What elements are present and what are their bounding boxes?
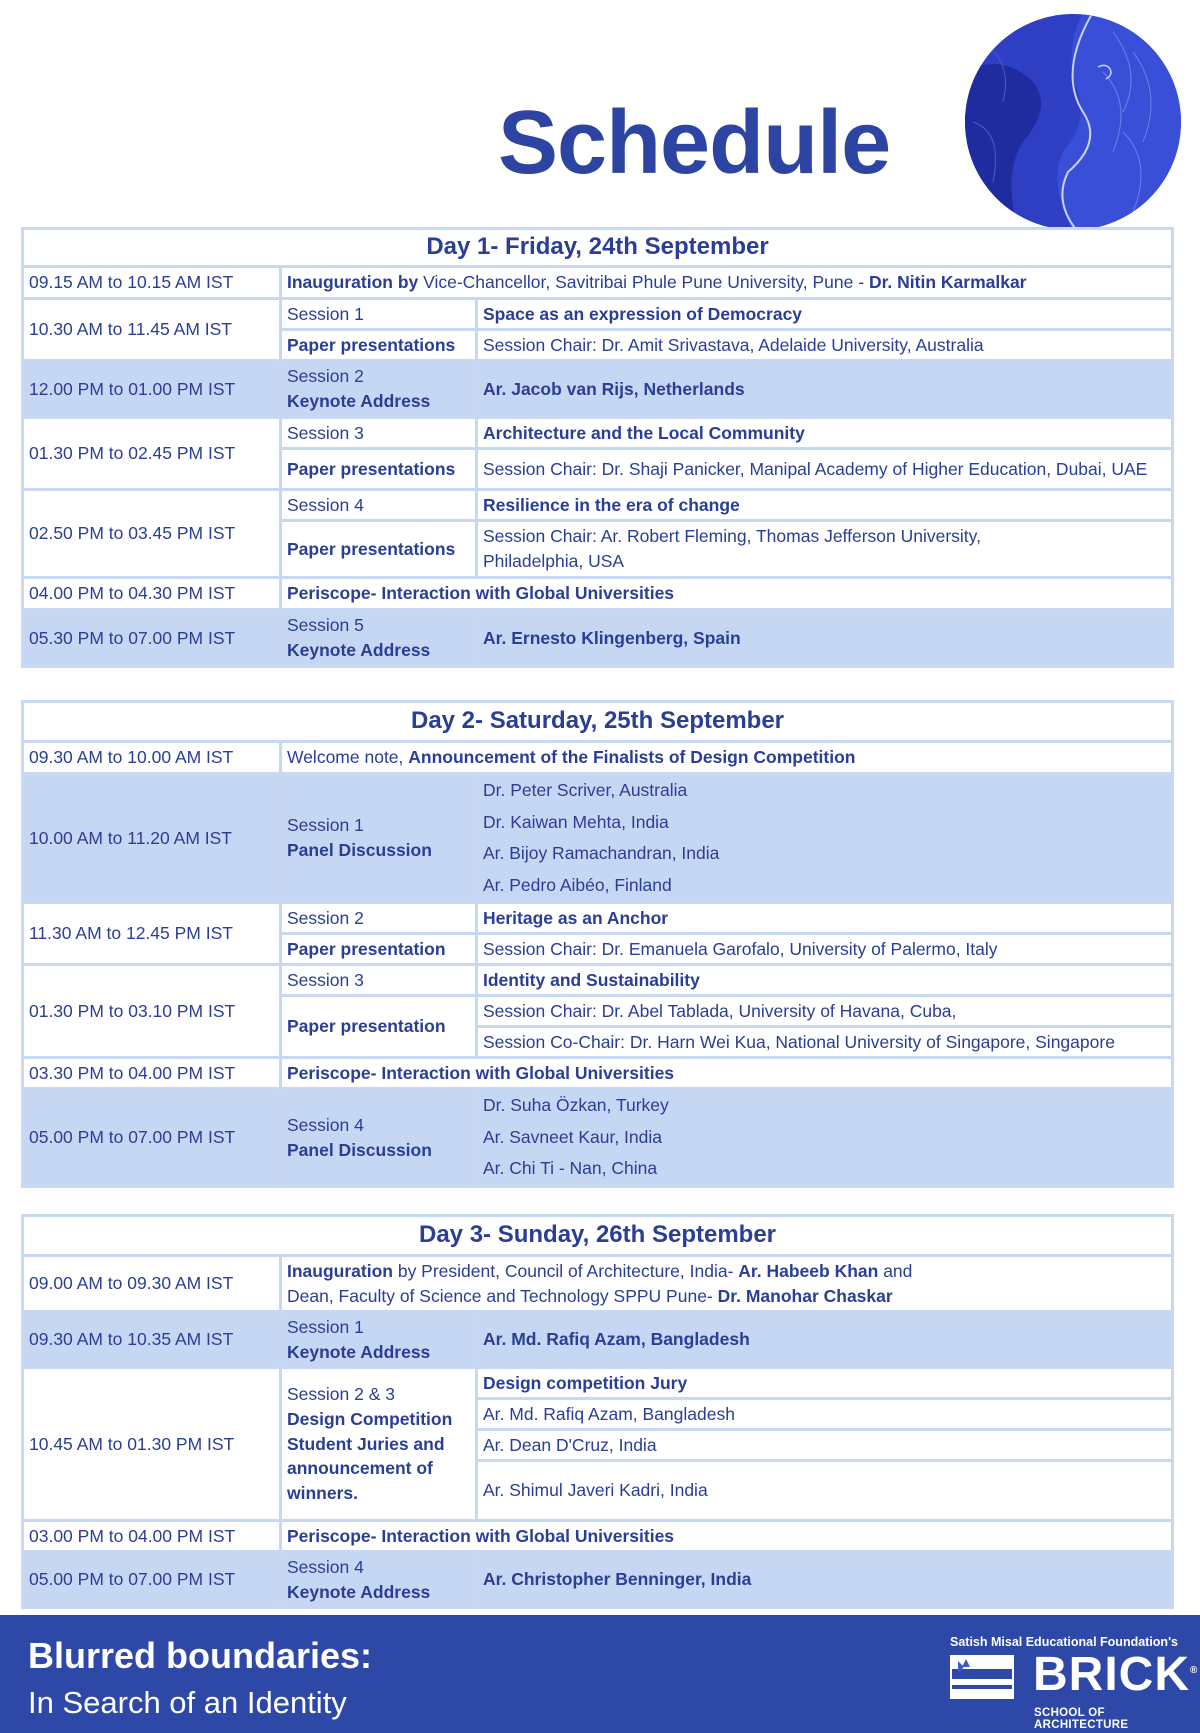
panelists-cell xyxy=(477,774,1173,903)
event-cell: Inauguration by President, Council of Architecture, India- Ar. Habeeb Khan and Dean, Faculty of Science and Technology SPPU Pune- Dr. Manohar Chaskar xyxy=(281,1256,1173,1312)
keynote-speaker: Ar. Md. Rafiq Azam, Bangladesh xyxy=(477,1312,1173,1368)
periscope-event: Periscope- Interaction with Global Universities xyxy=(281,578,1173,610)
session-cell: Session 2 Keynote Address xyxy=(281,361,477,418)
schedule-row xyxy=(23,418,1173,449)
panelist: Ar. Savneet Kaur, India xyxy=(483,1126,663,1147)
session-title: Identity and Sustainability xyxy=(477,965,1173,996)
session-co-chair: Session Co-Chair: Dr. Harn Wei Kua, National University of Singapore, Singapore xyxy=(477,1027,1173,1058)
panelists-cell xyxy=(477,1089,1173,1187)
time-cell: 05.30 PM to 07.00 PM IST xyxy=(23,610,281,667)
session-chair: Session Chair: Dr. Shaji Panicker, Manipal Academy of Higher Education, Dubai, UAE xyxy=(477,449,1173,490)
schedule-row xyxy=(23,578,1173,610)
schedule-row xyxy=(23,610,1173,667)
time-cell: 03.00 PM to 04.00 PM IST xyxy=(23,1521,281,1552)
session-cell: Session 2 & 3 Design Competition Student Juries and announcement of winners. xyxy=(281,1368,477,1521)
schedule-row xyxy=(23,774,1173,903)
time-cell: 10.00 AM to 11.20 AM IST xyxy=(23,774,281,903)
session-type: Paper presentation xyxy=(281,996,477,1058)
session-label: Session 4 xyxy=(281,490,477,521)
day2-schedule-table xyxy=(21,700,1174,1188)
day3-schedule-table xyxy=(21,1214,1174,1609)
panelist: Dr. Peter Scriver, Australia xyxy=(483,780,688,800)
time-cell: 09.30 AM to 10.35 AM IST xyxy=(23,1312,281,1368)
schedule-row xyxy=(23,1058,1173,1089)
panelist: Dr. Kaiwan Mehta, India xyxy=(483,811,669,832)
periscope-event: Periscope- Interaction with Global Universities xyxy=(281,1058,1173,1089)
periscope-event: Periscope- Interaction with Global Universities xyxy=(281,1521,1173,1552)
time-cell: 01.30 PM to 03.10 PM IST xyxy=(23,965,281,1058)
session-title: Space as an expression of Democracy xyxy=(477,299,1173,330)
session-cell: Session 5 Keynote Address xyxy=(281,610,477,667)
session-chair: Session Chair: Dr. Amit Srivastava, Adelaide University, Australia xyxy=(477,330,1173,361)
jury-heading: Design competition Jury xyxy=(477,1368,1173,1399)
session-chair: Session Chair: Dr. Emanuela Garofalo, University of Palermo, Italy xyxy=(477,934,1173,965)
session-cell: Session 1 Keynote Address xyxy=(281,1312,477,1368)
event-cell: Inauguration by Vice-Chancellor, Savitribai Phule Pune University, Pune - Dr. Nitin Karmalkar xyxy=(281,267,1173,299)
schedule-row xyxy=(23,361,1173,418)
session-label: Session 2 xyxy=(281,903,477,934)
globe-face-illustration xyxy=(963,12,1183,232)
keynote-speaker: Ar. Ernesto Klingenberg, Spain xyxy=(477,610,1173,667)
page-title: Schedule xyxy=(498,93,891,193)
session-cell: Session 4 Panel Discussion xyxy=(281,1089,477,1187)
panelist: Ar. Pedro Aibéo, Finland xyxy=(483,874,672,895)
schedule-row xyxy=(23,1089,1173,1187)
session-cell: Session 1 Panel Discussion xyxy=(281,774,477,903)
schedule-row xyxy=(23,1256,1173,1312)
schedule-row xyxy=(23,1368,1173,1399)
session-type: Paper presentation xyxy=(281,934,477,965)
footer-banner xyxy=(0,1615,1200,1733)
session-title: Heritage as an Anchor xyxy=(477,903,1173,934)
event-cell: Welcome note, Announcement of the Finalists of Design Competition xyxy=(281,742,1173,774)
time-cell: 12.00 PM to 01.00 PM IST xyxy=(23,361,281,418)
time-cell: 05.00 PM to 07.00 PM IST xyxy=(23,1089,281,1187)
foundation-name: Satish Misal Educational Foundation's xyxy=(950,1635,1178,1649)
keynote-speaker: Ar. Jacob van Rijs, Netherlands xyxy=(477,361,1173,418)
keynote-speaker: Ar. Christopher Benninger, India xyxy=(477,1552,1173,1608)
panelist: Ar. Bijoy Ramachandran, India xyxy=(483,843,720,863)
schedule-row xyxy=(23,965,1173,996)
time-cell: 04.00 PM to 04.30 PM IST xyxy=(23,578,281,610)
session-label: Session 1 xyxy=(281,299,477,330)
day3-heading: Day 3- Sunday, 26th September xyxy=(23,1216,1173,1256)
day2-heading: Day 2- Saturday, 25th September xyxy=(23,702,1173,742)
time-cell: 02.50 PM to 03.45 PM IST xyxy=(23,490,281,578)
session-type: Paper presentations xyxy=(281,449,477,490)
day1-schedule-table xyxy=(21,227,1174,668)
school-name: SCHOOL OF ARCHITECTURE xyxy=(1034,1707,1129,1731)
session-cell: Session 4 Keynote Address xyxy=(281,1552,477,1608)
time-cell: 01.30 PM to 02.45 PM IST xyxy=(23,418,281,490)
jury-member: Ar. Md. Rafiq Azam, Bangladesh xyxy=(477,1399,1173,1430)
time-cell: 09.15 AM to 10.15 AM IST xyxy=(23,267,281,299)
time-cell: 03.30 PM to 04.00 PM IST xyxy=(23,1058,281,1089)
session-chair: Session Chair: Dr. Abel Tablada, University of Havana, Cuba, xyxy=(477,996,1173,1027)
session-chair: Session Chair: Ar. Robert Fleming, Thomas Jefferson University, Philadelphia, USA xyxy=(477,521,1173,578)
session-title: Architecture and the Local Community xyxy=(477,418,1173,449)
session-type: Paper presentations xyxy=(281,521,477,578)
panelist: Ar. Chi Ti - Nan, China xyxy=(483,1158,658,1179)
schedule-row xyxy=(23,299,1173,330)
schedule-row xyxy=(23,903,1173,934)
time-cell: 09.30 AM to 10.00 AM IST xyxy=(23,742,281,774)
time-cell: 11.30 AM to 12.45 PM IST xyxy=(23,903,281,965)
session-label: Session 3 xyxy=(281,965,477,996)
session-title: Resilience in the era of change xyxy=(477,490,1173,521)
schedule-row xyxy=(23,490,1173,521)
conference-title: Blurred boundaries: xyxy=(28,1635,373,1676)
session-type: Paper presentations xyxy=(281,330,477,361)
day1-heading: Day 1- Friday, 24th September xyxy=(23,229,1173,267)
brick-logo-icon xyxy=(950,1655,1014,1715)
schedule-row xyxy=(23,1521,1173,1552)
panelist: Dr. Suha Özkan, Turkey xyxy=(483,1095,669,1116)
brand-name: BRICK® xyxy=(1033,1648,1199,1701)
time-cell: 09.00 AM to 09.30 AM IST xyxy=(23,1256,281,1312)
time-cell: 10.30 AM to 11.45 AM IST xyxy=(23,299,281,361)
schedule-row xyxy=(23,742,1173,774)
jury-member: Ar. Dean D'Cruz, India xyxy=(477,1430,1173,1461)
schedule-row xyxy=(23,1552,1173,1608)
jury-member: Ar. Shimul Javeri Kadri, India xyxy=(477,1461,1173,1521)
schedule-row xyxy=(23,267,1173,299)
time-cell: 05.00 PM to 07.00 PM IST xyxy=(23,1552,281,1608)
session-label: Session 3 xyxy=(281,418,477,449)
time-cell: 10.45 AM to 01.30 PM IST xyxy=(23,1368,281,1521)
schedule-row xyxy=(23,1312,1173,1368)
conference-subtitle: In Search of an Identity xyxy=(28,1685,347,1720)
